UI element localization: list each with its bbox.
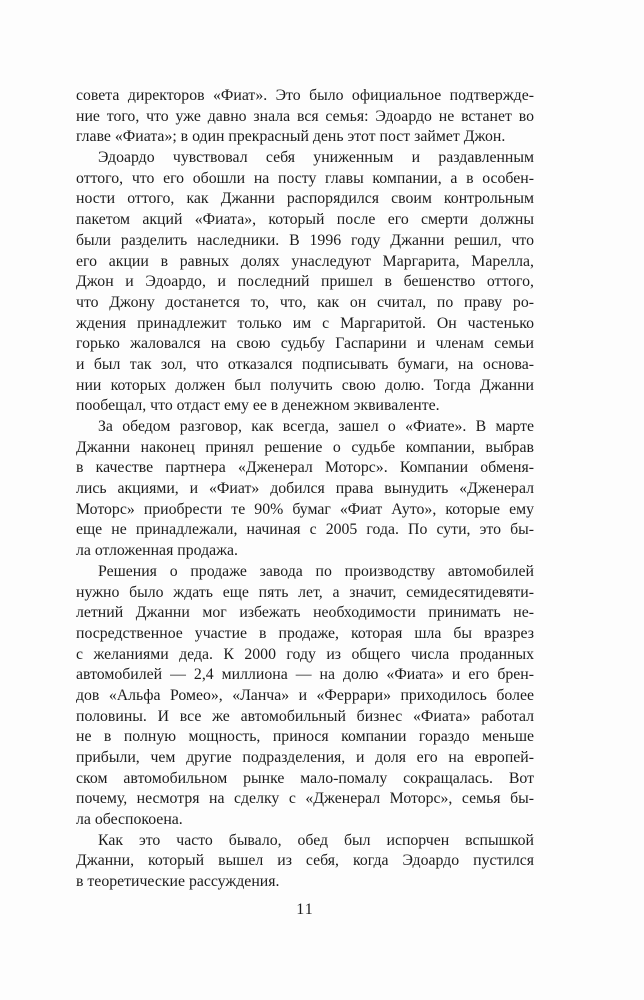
text-line: и был так зол, что отказался подписывать бумаги, на основа- xyxy=(76,355,534,373)
text-line: ла обеспокоена. xyxy=(76,811,183,829)
text-line: Эдоардо чувствовал себя униженным и раздавленным xyxy=(98,149,534,167)
page-number: 11 xyxy=(296,901,314,918)
text-line: еще не принадлежали, начиная с 2005 года. По сути, это бы- xyxy=(76,521,534,539)
text-line: Джанни наконец принял решение о судьбе компании, выбрав xyxy=(76,438,534,456)
text-line: пообещал, что отдаст ему ее в денежном эквиваленте. xyxy=(76,397,440,415)
text-line: в качестве партнера «Дженерал Моторс». Компании обменя- xyxy=(76,459,534,477)
text-line: лись акциями, и «Фиат» добился права вынудить «Дженерал xyxy=(76,480,534,498)
text-line: летний Джанни мог избежать необходимости принимать не- xyxy=(76,604,534,622)
text-line: оттого, что его обошли на посту главы компании, а в особен- xyxy=(76,169,534,187)
text-line: ждения принадлежит только им с Маргаритой. Он частенько xyxy=(76,314,534,332)
text-line: Как это часто бывало, обед был испорчен вспышкой xyxy=(98,831,534,849)
text-line: пакетом акций «Фиата», который после его смерти должны xyxy=(76,211,534,229)
text-line: с желаниями деда. К 2000 году из общего числа проданных xyxy=(76,645,534,663)
text-line: За обедом разговор, как всегда, зашел о «Фиате». В марте xyxy=(98,418,534,435)
text-line: ности оттого, как Джанни распорядился своим контрольным xyxy=(76,190,534,208)
text-line: ние того, что уже давно знала вся семья: Эдоардо не встанет во xyxy=(76,107,534,125)
text-line: почему, несмотря на сделку с «Дженерал Моторс», семья бы- xyxy=(76,790,534,808)
text-line: ла отложенная продажа. xyxy=(76,542,239,560)
text-line: посредственное участие в продаже, которая шла бы вразрез xyxy=(76,624,534,642)
text-line: Джон и Эдоардо, и последний пришел в бешенство оттого, xyxy=(76,273,534,291)
text-line: нужно было ждать еще пять лет, а значит, семидесятидевяти- xyxy=(76,583,534,601)
text-line: половины. И все же автомобильный бизнес «Фиата» работал xyxy=(76,707,534,725)
text-line: дов «Альфа Ромео», «Ланча» и «Феррари» приходилось более xyxy=(76,686,534,704)
text-line: Решения о продаже завода по производству автомобилей xyxy=(98,562,534,580)
text-block xyxy=(76,86,534,893)
text-line: Моторс» приобрести те 90% бумаг «Фиат Ауто», которые ему xyxy=(76,500,534,518)
text-line: горько жаловался на свою судьбу Гаспарини и членам семьи xyxy=(76,335,534,353)
text-line: прибыли, чем другие подразделения, и доля его на европей- xyxy=(76,749,534,766)
text-line: ском автомобильном рынке мало-помалу сокращалась. Вот xyxy=(76,769,534,787)
text-line: автомобилей — 2,4 миллиона — на долю «Фиата» и его брен- xyxy=(76,666,534,684)
text-line: были разделить наследники. В 1996 году Джанни решил, что xyxy=(76,231,534,249)
text-line: что Джону достанется то, что, как он считал, по праву ро- xyxy=(76,293,534,311)
text-line: нии которых должен был получить свою долю. Тогда Джанни xyxy=(76,376,534,394)
text-line: главе «Фиата»; в один прекрасный день этот пост займет Джон. xyxy=(76,128,506,146)
text-line: совета директоров «Фиат». Это было официальное подтвержде- xyxy=(76,87,534,104)
text-line: Джанни, который вышел из себя, когда Эдоардо пустился xyxy=(76,852,534,870)
text-line: не в полную мощность, принося компании гораздо меньше xyxy=(76,728,534,746)
text-line: его акции в равных долях унаследуют Маргарита, Марелла, xyxy=(76,252,534,270)
text-line: в теоретические рассуждения. xyxy=(76,873,280,891)
